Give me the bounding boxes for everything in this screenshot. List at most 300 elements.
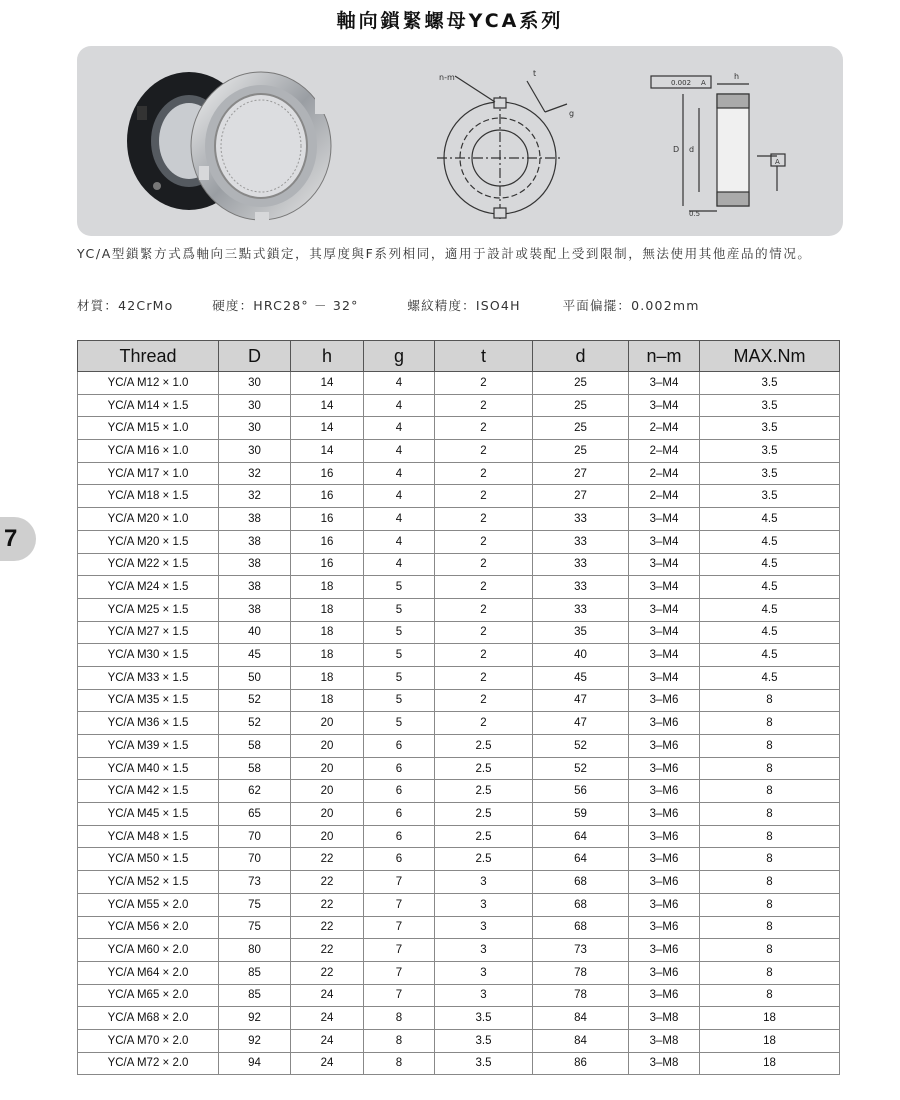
table-row (78, 440, 840, 463)
cell-t: 2 (435, 644, 533, 667)
cell-nm: 3–M8 (629, 1029, 700, 1052)
cell-h: 18 (291, 666, 364, 689)
cell-g: 4 (364, 372, 435, 395)
header-D: D (219, 341, 291, 372)
table-row (78, 1052, 840, 1075)
cell-t: 3 (435, 916, 533, 939)
table-row (78, 417, 840, 440)
cell-t: 2 (435, 372, 533, 395)
cell-d: 45 (533, 666, 629, 689)
cell-thread: YC/A M12 × 1.0 (78, 372, 219, 395)
cell-thread: YC/A M30 × 1.5 (78, 644, 219, 667)
cell-t: 2.5 (435, 780, 533, 803)
cell-h: 20 (291, 825, 364, 848)
cell-thread: YC/A M20 × 1.0 (78, 508, 219, 531)
cell-D: 30 (219, 372, 291, 395)
cell-t: 2 (435, 530, 533, 553)
cell-d: 33 (533, 508, 629, 531)
table-row (78, 508, 840, 531)
cell-nm: 3–M4 (629, 621, 700, 644)
cell-max-nm: 3.5 (700, 440, 840, 463)
cell-g: 5 (364, 689, 435, 712)
label-t: t (533, 69, 537, 78)
cell-h: 20 (291, 735, 364, 758)
cell-D: 30 (219, 417, 291, 440)
table-row (78, 961, 840, 984)
header-max-nm: MAX.Nm (700, 341, 840, 372)
page-title: 軸向鎖緊螺母YCA系列 (336, 10, 564, 32)
header-d: d (533, 341, 629, 372)
label-nm: n-m (439, 73, 455, 82)
cell-t: 2 (435, 553, 533, 576)
cell-h: 22 (291, 939, 364, 962)
cell-t: 2 (435, 394, 533, 417)
cell-thread: YC/A M56 × 2.0 (78, 916, 219, 939)
cell-h: 18 (291, 689, 364, 712)
cell-d: 56 (533, 780, 629, 803)
cell-d: 40 (533, 644, 629, 667)
label-tolerance: 0.002 (671, 79, 692, 87)
cell-t: 2.5 (435, 757, 533, 780)
cell-t: 2 (435, 689, 533, 712)
nut-photo (127, 72, 331, 222)
cell-max-nm: 18 (700, 1007, 840, 1030)
cell-d: 78 (533, 984, 629, 1007)
header-g: g (364, 341, 435, 372)
cell-max-nm: 8 (700, 780, 840, 803)
cell-g: 8 (364, 1052, 435, 1075)
cell-thread: YC/A M27 × 1.5 (78, 621, 219, 644)
cell-thread: YC/A M48 × 1.5 (78, 825, 219, 848)
cell-D: 75 (219, 916, 291, 939)
cell-g: 6 (364, 825, 435, 848)
cell-g: 6 (364, 780, 435, 803)
cell-nm: 3–M4 (629, 644, 700, 667)
label-dim-05: 0.5 (689, 210, 701, 218)
cell-d: 84 (533, 1007, 629, 1030)
cell-t: 2 (435, 598, 533, 621)
cell-max-nm: 8 (700, 939, 840, 962)
cell-h: 14 (291, 394, 364, 417)
cell-d: 84 (533, 1029, 629, 1052)
cell-t: 2 (435, 440, 533, 463)
cell-nm: 3–M4 (629, 576, 700, 599)
cell-g: 6 (364, 803, 435, 826)
cell-g: 6 (364, 757, 435, 780)
table-row (78, 1007, 840, 1030)
cell-g: 4 (364, 553, 435, 576)
cell-g: 4 (364, 440, 435, 463)
cell-nm: 3–M4 (629, 394, 700, 417)
cell-nm: 3–M6 (629, 803, 700, 826)
cell-d: 27 (533, 485, 629, 508)
cell-max-nm: 8 (700, 984, 840, 1007)
table-row (78, 825, 840, 848)
cell-D: 65 (219, 803, 291, 826)
cell-h: 14 (291, 372, 364, 395)
table-row (78, 848, 840, 871)
cell-h: 18 (291, 644, 364, 667)
cell-g: 7 (364, 916, 435, 939)
cell-g: 5 (364, 621, 435, 644)
cell-g: 4 (364, 417, 435, 440)
cell-d: 73 (533, 939, 629, 962)
cell-g: 8 (364, 1029, 435, 1052)
cell-g: 5 (364, 576, 435, 599)
cell-g: 7 (364, 893, 435, 916)
cell-thread: YC/A M35 × 1.5 (78, 689, 219, 712)
spec-hardness: 硬度：HRC28° － 32° (212, 298, 359, 313)
cell-thread: YC/A M14 × 1.5 (78, 394, 219, 417)
cell-thread: YC/A M36 × 1.5 (78, 712, 219, 735)
cell-max-nm: 4.5 (700, 576, 840, 599)
table-row (78, 780, 840, 803)
cell-thread: YC/A M45 × 1.5 (78, 803, 219, 826)
cell-nm: 3–M6 (629, 916, 700, 939)
cell-d: 33 (533, 553, 629, 576)
description-text: YC/A型鎖緊方式爲軸向三點式鎖定，其厚度與F系列相同，適用于設計或裝配上受到限制，無法使用其他産品的情况。 (77, 246, 812, 261)
cell-d: 52 (533, 757, 629, 780)
cell-D: 62 (219, 780, 291, 803)
cell-max-nm: 4.5 (700, 530, 840, 553)
section-tab: 7 (0, 517, 36, 561)
cell-thread: YC/A M24 × 1.5 (78, 576, 219, 599)
table-row (78, 644, 840, 667)
cell-g: 7 (364, 961, 435, 984)
cell-t: 2 (435, 417, 533, 440)
cell-D: 30 (219, 440, 291, 463)
label-D: D (673, 145, 680, 154)
cell-g: 4 (364, 530, 435, 553)
cell-g: 5 (364, 666, 435, 689)
table-row (78, 689, 840, 712)
table-row (78, 803, 840, 826)
cell-t: 3 (435, 984, 533, 1007)
cell-d: 64 (533, 825, 629, 848)
label-g: g (569, 109, 575, 118)
cell-nm: 2–M4 (629, 462, 700, 485)
cell-D: 45 (219, 644, 291, 667)
cell-max-nm: 3.5 (700, 485, 840, 508)
cell-D: 58 (219, 735, 291, 758)
cell-max-nm: 8 (700, 848, 840, 871)
cell-D: 70 (219, 825, 291, 848)
cell-max-nm: 3.5 (700, 417, 840, 440)
cell-t: 2 (435, 576, 533, 599)
cell-nm: 3–M6 (629, 893, 700, 916)
cell-thread: YC/A M33 × 1.5 (78, 666, 219, 689)
cell-max-nm: 8 (700, 803, 840, 826)
side-section-drawing (651, 76, 785, 211)
table-row (78, 485, 840, 508)
cell-thread: YC/A M64 × 2.0 (78, 961, 219, 984)
cell-t: 2 (435, 462, 533, 485)
cell-g: 6 (364, 848, 435, 871)
cell-nm: 3–M6 (629, 780, 700, 803)
cell-t: 3 (435, 939, 533, 962)
spec-line (77, 296, 700, 314)
cell-t: 3 (435, 893, 533, 916)
cell-h: 16 (291, 462, 364, 485)
cell-thread: YC/A M70 × 2.0 (78, 1029, 219, 1052)
cell-d: 25 (533, 394, 629, 417)
table-row (78, 372, 840, 395)
cell-h: 20 (291, 780, 364, 803)
table-row (78, 462, 840, 485)
cell-D: 52 (219, 689, 291, 712)
cell-t: 2 (435, 621, 533, 644)
cell-max-nm: 8 (700, 916, 840, 939)
cell-thread: YC/A M72 × 2.0 (78, 1052, 219, 1075)
cell-nm: 3–M4 (629, 666, 700, 689)
cell-max-nm: 4.5 (700, 508, 840, 531)
cell-thread: YC/A M42 × 1.5 (78, 780, 219, 803)
cell-h: 24 (291, 1052, 364, 1075)
cell-t: 3 (435, 871, 533, 894)
product-drawings (77, 46, 843, 236)
cell-thread: YC/A M39 × 1.5 (78, 735, 219, 758)
front-view-drawing (437, 76, 567, 220)
cell-thread: YC/A M20 × 1.5 (78, 530, 219, 553)
cell-g: 5 (364, 644, 435, 667)
cell-t: 2 (435, 712, 533, 735)
cell-thread: YC/A M16 × 1.0 (78, 440, 219, 463)
cell-h: 18 (291, 621, 364, 644)
cell-h: 20 (291, 757, 364, 780)
cell-thread: YC/A M17 × 1.0 (78, 462, 219, 485)
cell-t: 3.5 (435, 1029, 533, 1052)
cell-D: 80 (219, 939, 291, 962)
cell-thread: YC/A M50 × 1.5 (78, 848, 219, 871)
label-d: d (689, 145, 695, 154)
table-row (78, 394, 840, 417)
cell-h: 14 (291, 417, 364, 440)
cell-max-nm: 8 (700, 825, 840, 848)
cell-g: 8 (364, 1007, 435, 1030)
cell-D: 38 (219, 553, 291, 576)
cell-h: 22 (291, 916, 364, 939)
cell-nm: 3–M6 (629, 961, 700, 984)
cell-max-nm: 8 (700, 961, 840, 984)
table-row (78, 893, 840, 916)
cell-t: 2.5 (435, 803, 533, 826)
cell-nm: 3–M6 (629, 689, 700, 712)
cell-max-nm: 18 (700, 1052, 840, 1075)
cell-d: 78 (533, 961, 629, 984)
cell-d: 35 (533, 621, 629, 644)
cell-nm: 3–M4 (629, 372, 700, 395)
cell-thread: YC/A M52 × 1.5 (78, 871, 219, 894)
cell-D: 52 (219, 712, 291, 735)
table-row (78, 530, 840, 553)
label-datum-side: A (775, 158, 780, 166)
cell-h: 20 (291, 712, 364, 735)
spec-material: 材質：42CrMo (77, 298, 174, 313)
header-thread: Thread (78, 341, 219, 372)
cell-max-nm: 4.5 (700, 621, 840, 644)
cell-d: 52 (533, 735, 629, 758)
table-row (78, 871, 840, 894)
cell-h: 22 (291, 893, 364, 916)
cell-t: 2.5 (435, 735, 533, 758)
cell-t: 3.5 (435, 1007, 533, 1030)
cell-g: 5 (364, 598, 435, 621)
cell-nm: 3–M4 (629, 553, 700, 576)
cell-d: 33 (533, 576, 629, 599)
cell-g: 7 (364, 984, 435, 1007)
cell-d: 68 (533, 893, 629, 916)
cell-nm: 3–M6 (629, 825, 700, 848)
cell-t: 3.5 (435, 1052, 533, 1075)
cell-d: 27 (533, 462, 629, 485)
cell-d: 68 (533, 916, 629, 939)
table-row (78, 712, 840, 735)
cell-D: 85 (219, 961, 291, 984)
cell-nm: 3–M8 (629, 1052, 700, 1075)
cell-h: 20 (291, 803, 364, 826)
cell-D: 38 (219, 598, 291, 621)
spec-flatness: 平面偏擺：0.002mm (562, 298, 700, 313)
cell-h: 18 (291, 598, 364, 621)
table-row (78, 735, 840, 758)
cell-h: 16 (291, 485, 364, 508)
cell-thread: YC/A M68 × 2.0 (78, 1007, 219, 1030)
cell-g: 4 (364, 394, 435, 417)
cell-thread: YC/A M15 × 1.0 (78, 417, 219, 440)
header-h: h (291, 341, 364, 372)
cell-D: 92 (219, 1029, 291, 1052)
cell-D: 38 (219, 508, 291, 531)
cell-d: 33 (533, 530, 629, 553)
cell-d: 59 (533, 803, 629, 826)
cell-max-nm: 8 (700, 893, 840, 916)
header-nm: n–m (629, 341, 700, 372)
cell-h: 22 (291, 961, 364, 984)
cell-h: 24 (291, 1029, 364, 1052)
cell-D: 94 (219, 1052, 291, 1075)
table-row (78, 598, 840, 621)
cell-max-nm: 18 (700, 1029, 840, 1052)
cell-g: 4 (364, 508, 435, 531)
cell-thread: YC/A M55 × 2.0 (78, 893, 219, 916)
cell-nm: 3–M6 (629, 735, 700, 758)
cell-D: 73 (219, 871, 291, 894)
cell-nm: 3–M4 (629, 508, 700, 531)
spec-thread-precision: 螺紋精度：ISO4H (407, 298, 521, 313)
cell-D: 50 (219, 666, 291, 689)
product-illustration-panel (77, 46, 843, 236)
cell-max-nm: 8 (700, 871, 840, 894)
cell-t: 2 (435, 485, 533, 508)
cell-h: 24 (291, 984, 364, 1007)
cell-d: 68 (533, 871, 629, 894)
cell-h: 22 (291, 848, 364, 871)
cell-t: 2.5 (435, 825, 533, 848)
cell-D: 32 (219, 485, 291, 508)
cell-nm: 3–M6 (629, 757, 700, 780)
cell-max-nm: 8 (700, 735, 840, 758)
cell-D: 40 (219, 621, 291, 644)
cell-max-nm: 4.5 (700, 598, 840, 621)
cell-max-nm: 4.5 (700, 666, 840, 689)
cell-g: 7 (364, 939, 435, 962)
spec-table (77, 340, 840, 1075)
table-row (78, 621, 840, 644)
cell-max-nm: 8 (700, 712, 840, 735)
cell-thread: YC/A M40 × 1.5 (78, 757, 219, 780)
cell-D: 38 (219, 576, 291, 599)
cell-D: 92 (219, 1007, 291, 1030)
header-t: t (435, 341, 533, 372)
cell-t: 2 (435, 508, 533, 531)
cell-max-nm: 4.5 (700, 644, 840, 667)
cell-g: 7 (364, 871, 435, 894)
cell-d: 47 (533, 712, 629, 735)
cell-d: 25 (533, 417, 629, 440)
label-datum-top: A (701, 79, 706, 87)
cell-t: 2.5 (435, 848, 533, 871)
cell-max-nm: 3.5 (700, 462, 840, 485)
cell-max-nm: 4.5 (700, 553, 840, 576)
cell-D: 70 (219, 848, 291, 871)
cell-t: 3 (435, 961, 533, 984)
cell-d: 86 (533, 1052, 629, 1075)
cell-nm: 2–M4 (629, 417, 700, 440)
cell-max-nm: 3.5 (700, 372, 840, 395)
cell-thread: YC/A M22 × 1.5 (78, 553, 219, 576)
cell-h: 16 (291, 530, 364, 553)
table-row (78, 553, 840, 576)
cell-d: 33 (533, 598, 629, 621)
cell-d: 25 (533, 372, 629, 395)
table-row (78, 666, 840, 689)
cell-d: 47 (533, 689, 629, 712)
cell-g: 6 (364, 735, 435, 758)
cell-t: 2 (435, 666, 533, 689)
table-header-row (78, 341, 840, 372)
cell-nm: 3–M8 (629, 1007, 700, 1030)
cell-thread: YC/A M18 × 1.5 (78, 485, 219, 508)
cell-thread: YC/A M60 × 2.0 (78, 939, 219, 962)
cell-g: 5 (364, 712, 435, 735)
cell-h: 14 (291, 440, 364, 463)
cell-D: 30 (219, 394, 291, 417)
cell-max-nm: 8 (700, 757, 840, 780)
cell-nm: 3–M6 (629, 984, 700, 1007)
cell-g: 4 (364, 485, 435, 508)
cell-nm: 2–M4 (629, 440, 700, 463)
cell-h: 18 (291, 576, 364, 599)
cell-D: 75 (219, 893, 291, 916)
cell-nm: 3–M4 (629, 598, 700, 621)
table-body (78, 372, 840, 1075)
table-row (78, 757, 840, 780)
cell-D: 32 (219, 462, 291, 485)
cell-d: 64 (533, 848, 629, 871)
cell-D: 85 (219, 984, 291, 1007)
cell-D: 58 (219, 757, 291, 780)
cell-thread: YC/A M25 × 1.5 (78, 598, 219, 621)
cell-nm: 3–M6 (629, 871, 700, 894)
label-h: h (734, 72, 740, 81)
cell-h: 16 (291, 553, 364, 576)
cell-nm: 3–M6 (629, 939, 700, 962)
cell-max-nm: 3.5 (700, 394, 840, 417)
table-row (78, 984, 840, 1007)
cell-thread: YC/A M65 × 2.0 (78, 984, 219, 1007)
cell-nm: 3–M4 (629, 530, 700, 553)
table-row (78, 576, 840, 599)
